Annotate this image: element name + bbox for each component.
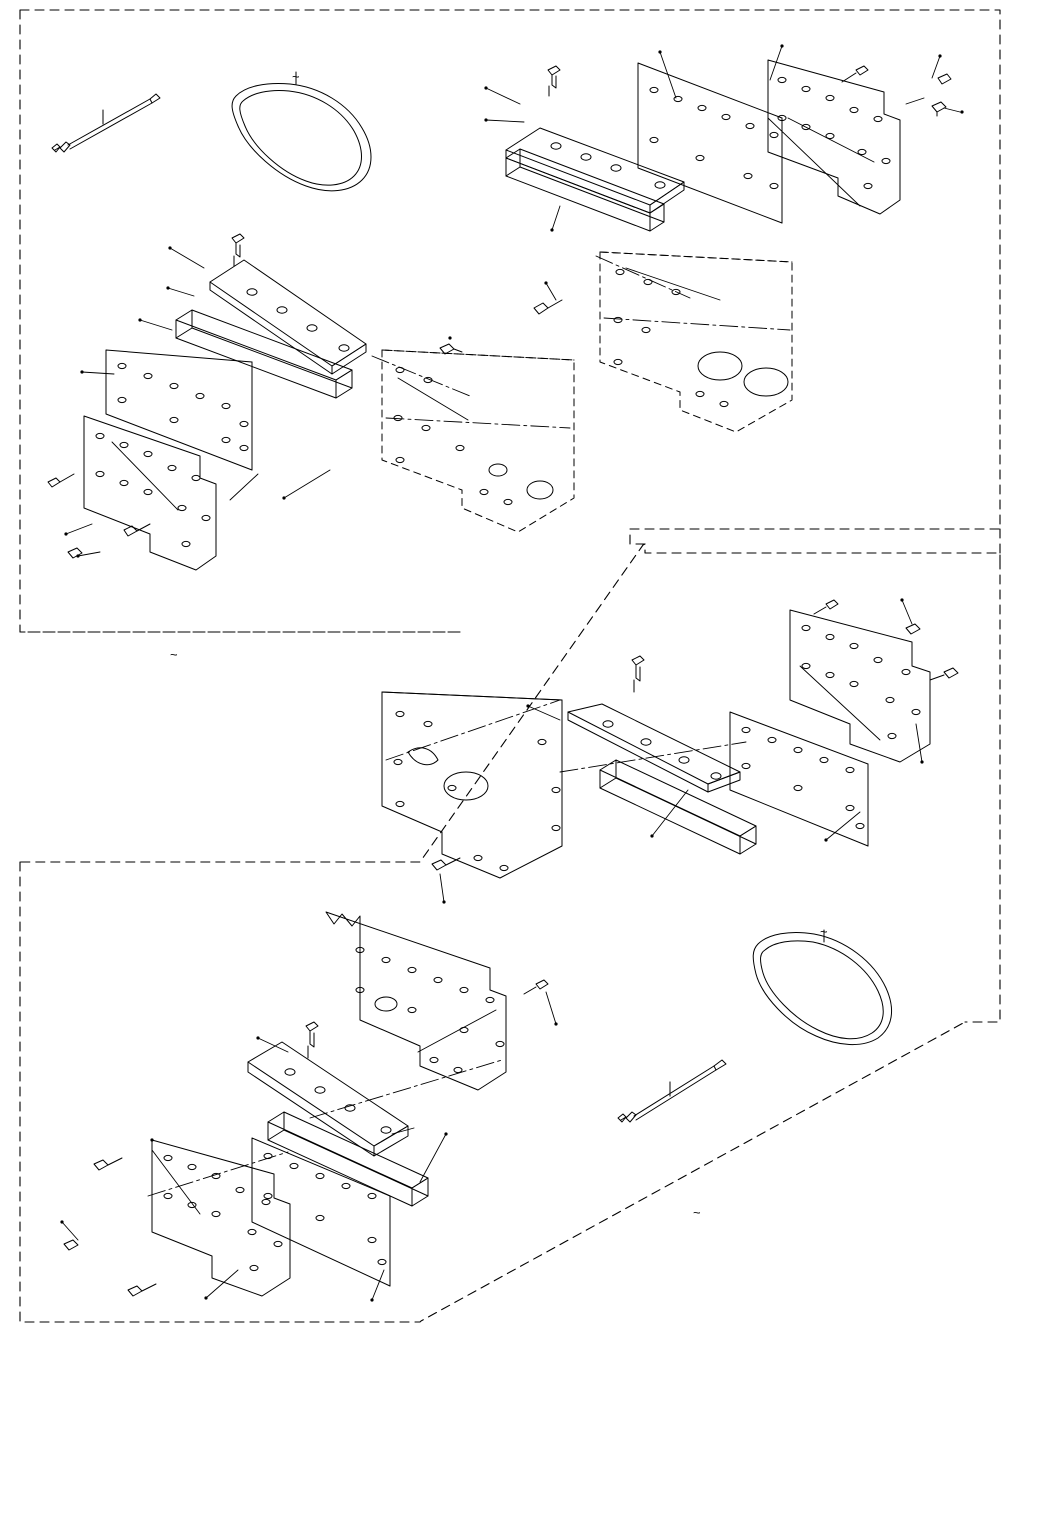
part-square-tube-middle xyxy=(600,760,756,854)
hex-bolt xyxy=(548,66,560,96)
centerlines-middle xyxy=(386,700,746,772)
leader-lines-upper-left xyxy=(66,248,468,556)
hex-bolt xyxy=(306,1022,318,1058)
hex-nut xyxy=(906,624,920,634)
centerlines-upper-right xyxy=(596,256,790,330)
hex-bolt xyxy=(632,656,644,692)
part-cable-tie-lower xyxy=(618,1060,726,1122)
part-square-tube-upper-left xyxy=(176,310,352,398)
hex-bolt xyxy=(432,858,460,870)
part-square-tube-lower xyxy=(268,1112,428,1206)
group-label-upper: ~ xyxy=(170,647,178,662)
hex-bolt xyxy=(524,980,548,994)
hex-bolt xyxy=(48,474,74,487)
part-square-tube-upper-right xyxy=(506,149,664,231)
fastener-group-upper-left xyxy=(48,234,462,558)
part-drive-belt-lower xyxy=(753,930,891,1045)
part-panel-upper-left-1 xyxy=(106,350,252,470)
leader-lines-upper-right xyxy=(486,46,960,300)
hex-bolt xyxy=(842,66,868,82)
hex-nut xyxy=(440,344,462,354)
part-panel-upper-right-3 xyxy=(600,252,792,432)
group-label-middle: ~ xyxy=(693,1205,701,1220)
part-flat-bar-middle xyxy=(568,704,740,792)
hex-nut xyxy=(932,102,946,116)
hex-nut xyxy=(68,548,82,558)
part-flat-bar-lower xyxy=(248,1042,408,1156)
part-panel-upper-left-3 xyxy=(382,350,574,532)
group-label-lower-belt: ~ xyxy=(820,924,828,939)
part-panel-middle-left xyxy=(382,692,562,878)
hex-bolt xyxy=(534,300,562,314)
part-panel-lower-2 xyxy=(252,1138,390,1286)
centerlines-lower xyxy=(148,1060,502,1196)
part-cable-tie-upper xyxy=(52,94,160,152)
part-flat-bar-upper-right xyxy=(506,128,684,213)
hex-nut xyxy=(930,668,958,680)
group-label-belt-upper: ~ xyxy=(292,69,300,84)
part-panel-upper-left-2 xyxy=(84,416,216,570)
hex-nut xyxy=(938,74,951,84)
part-drive-belt-upper xyxy=(232,69,371,191)
hex-nut xyxy=(64,1240,78,1250)
group-outline-upper xyxy=(20,10,1000,632)
leader-lines-lower xyxy=(62,992,670,1300)
hex-bolt xyxy=(94,1158,122,1170)
part-panel-middle-right-2 xyxy=(790,610,930,762)
hex-bolt xyxy=(128,1284,156,1296)
part-panel-lower-1 xyxy=(326,912,506,1090)
part-flat-bar-upper-left xyxy=(210,260,366,374)
fastener-group-lower xyxy=(64,980,548,1296)
fastener-group-middle xyxy=(432,600,958,870)
hex-bolt xyxy=(814,600,838,614)
part-panel-lower-3 xyxy=(152,1140,290,1296)
part-panel-middle-right-1 xyxy=(730,712,868,846)
